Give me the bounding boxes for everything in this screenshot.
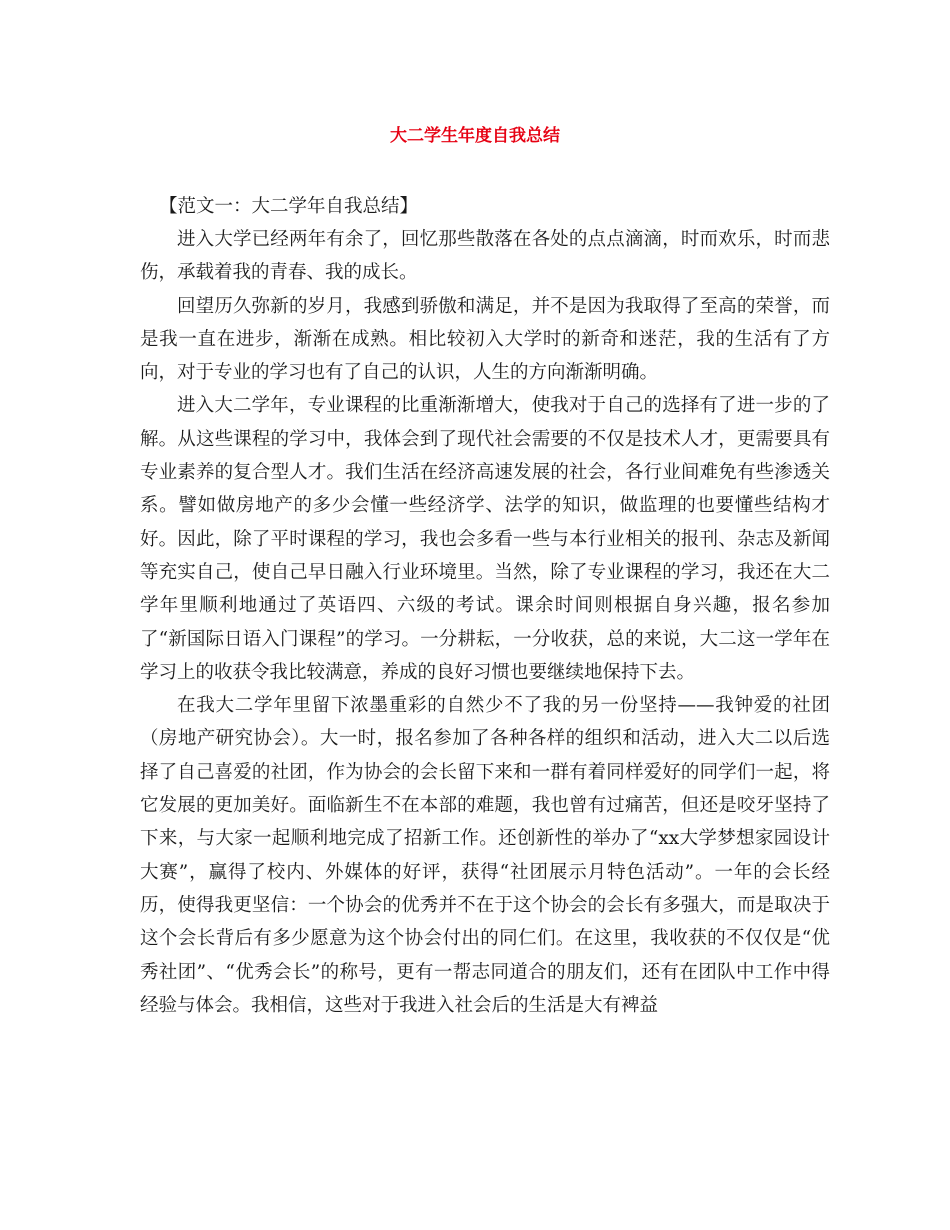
document-body bbox=[140, 190, 830, 1022]
paragraph-2: 回望历久弥新的岁月，我感到骄傲和满足，并不是因为我取得了至高的荣誉，而是我一直在进步，渐渐在成熟。相比较初入大学时的新奇和迷茫，我的生活有了方向，对于专业的学习也有了自己的认识，人生的方向渐渐明确。 bbox=[140, 295, 830, 384]
section-heading: 【范文一：大二学年自我总结】 bbox=[159, 196, 419, 217]
paragraph-3: 进入大二学年，专业课程的比重渐渐增大，使我对于自己的选择有了进一步的了解。从这些课程的学习中，我体会到了现代社会需要的不仅是技术人才，更需要具有专业素养的复合型人才。我们生活在经济高速发展的社会，各行业间难免有些渗透关系。譬如做房地产的多少会懂一些经济学、法学的知识，做监理的也要懂些结构才好。因此，除了平时课程的学习，我也会多看一些与本行业相关的报刊、杂志及新闻等充实自己，使自己早日融入行业环境里。当然，除了专业课程的学习，我还在大二学年里顺利地通过了英语四、六级的考试。课余时间则根据自身兴趣，报名参加了“新国际日语入门课程”的学习。一分耕耘，一分收获，总的来说，大二这一学年在学习上的收获令我比较满意，养成的良好习惯也要继续地保持下去。 bbox=[140, 395, 830, 683]
paragraph-4: 在我大二学年里留下浓墨重彩的自然少不了我的另一份坚持——我钟爱的社团（房地产研究协会）。大一时，报名参加了各种各样的组织和活动，进入大二以后选择了自己喜爱的社团，作为协会的会长留下来和一群有着同样爱好的同学们一起，将它发展的更加美好。面临新生不在本部的难题，我也曾有过痛苦，但还是咬牙坚持了下来，与大家一起顺利地完成了招新工作。还创新性的举办了“xx大学梦想家园设计大赛”，赢得了校内、外媒体的好评，获得“社团展示月特色活动”。一年的会长经历，使得我更坚信：一个协会的优秀并不在于这个协会的会长有多强大，而是取决于这个会长背后有多少愿意为这个协会付出的同仁们。在这里，我收获的不仅仅是“优秀社团”、“优秀会长”的称号，更有一帮志同道合的朋友们，还有在团队中工作中得经验与体会。我相信，这些对于我进入社会后的生活是大有裨益 bbox=[140, 695, 830, 1016]
page-title: 大二学生年度自我总结 bbox=[390, 126, 560, 146]
paragraph-1: 进入大学已经两年有余了，回忆那些散落在各处的点点滴滴，时而欢乐，时而悲伤，承载着我的青春、我的成长。 bbox=[140, 229, 830, 284]
